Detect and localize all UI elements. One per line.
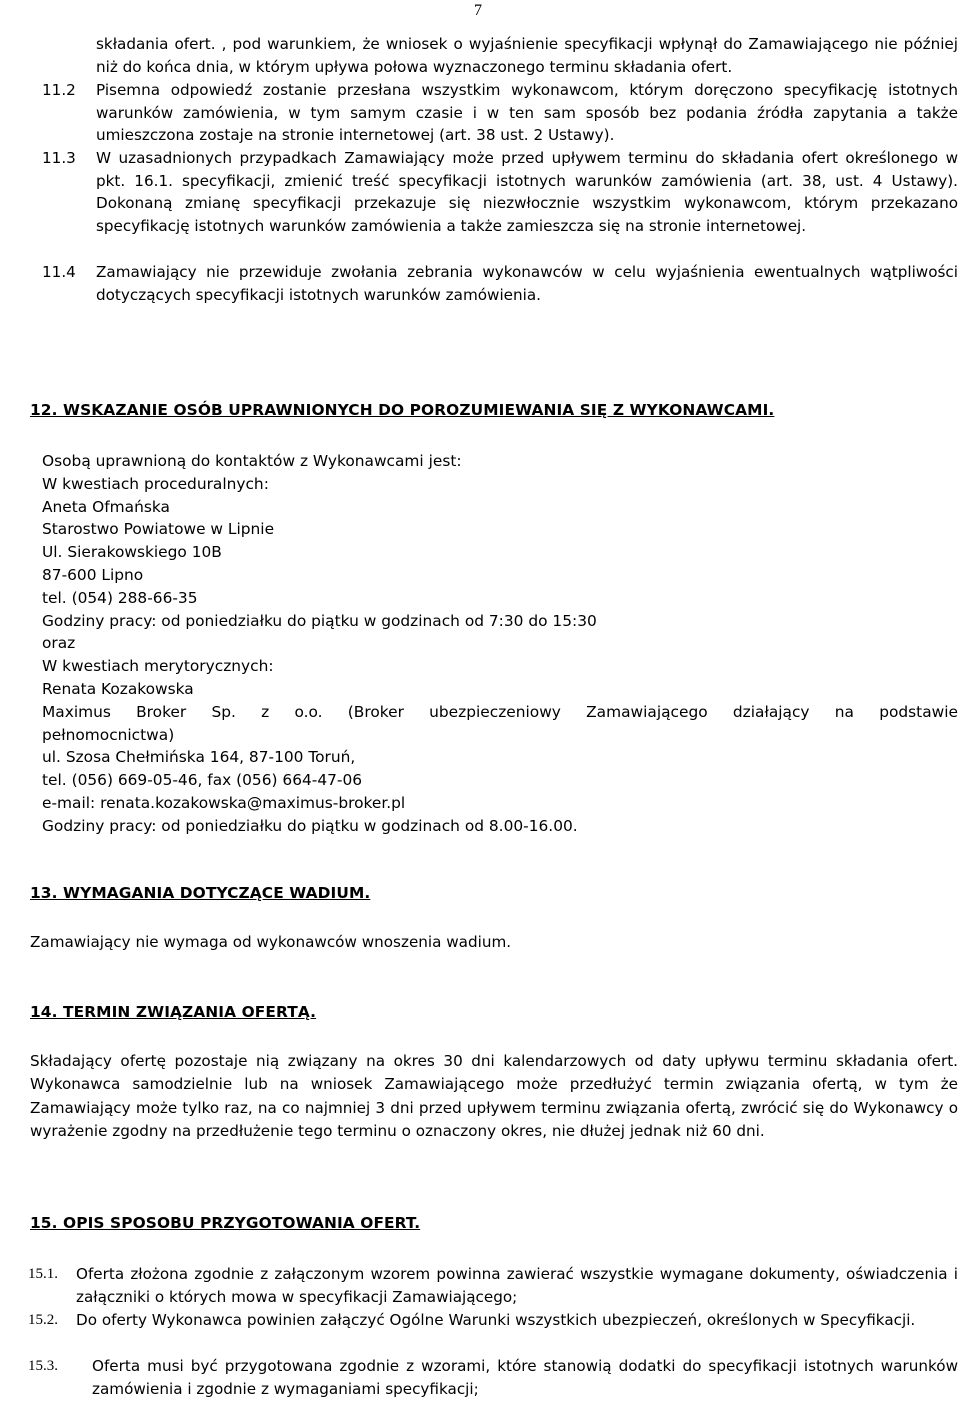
section-15-heading: 15. OPIS SPOSOBU PRZYGOTOWANIA OFERT.	[30, 1214, 421, 1232]
contact-line: W kwestiach merytorycznych:	[42, 657, 274, 676]
contact-line: Renata Kozakowska	[42, 679, 194, 698]
item-15-3-text: Oferta musi być przygotowana zgodnie z wzorami, które stanowią dodatki do specyfikacji istotnych warunków zamówienia i zgodnie z wymaganiami specyfikacji;	[92, 1357, 958, 1398]
contact-line: Godziny pracy: od poniedziałku do piątku w godzinach od 7:30 do 15:30	[42, 611, 597, 630]
contact-email: e-mail: renata.kozakowska@maximus-broker.pl	[42, 793, 406, 812]
contact-line: Godziny pracy: od poniedziałku do piątku w godzinach od 8.00-16.00.	[42, 816, 578, 835]
section-13-text: Zamawiający nie wymaga od wykonawców wnoszenia wadium.	[30, 933, 512, 951]
contact-line: Aneta Ofmańska	[42, 497, 170, 516]
item-11-3-text: W uzasadnionych przypadkach Zamawiający może przed upływem terminu do składania ofert określonego w pkt. 16.1. specyfikacji, zmienić treść specyfikacji istotnych warunków zamówienia (art. 38, ust. 4 Ustawy). Dokonaną zmianę specyfikacji przekazuje się niezwłocznie wszystkim wykonawcom, którym przekazano specyfikację istotnych warunków zamówienia a także zamieszcza się na stronie internetowej.	[96, 149, 958, 235]
item-number: 11.4	[42, 263, 76, 281]
item-number: 15.3.	[28, 1358, 58, 1374]
page-number: 7	[474, 2, 482, 19]
item-11-4-text: Zamawiający nie przewiduje zwołania zebrania wykonawców w celu wyjaśnienia ewentualnych wątpliwości dotyczących specyfikacji istotnych warunków zamówienia.	[96, 263, 958, 304]
item-number: 11.3	[42, 149, 76, 167]
contact-line: W kwestiach proceduralnych:	[42, 474, 269, 493]
contact-line: 87-600 Lipno	[42, 565, 144, 584]
section-12-heading: 12. WSKAZANIE OSÓB UPRAWNIONYCH DO POROZUMIEWANIA SIĘ Z WYKONAWCAMI.	[30, 401, 775, 419]
section-14-text: Składający ofertę pozostaje nią związany na okres 30 dni kalendarzowych od daty upływu terminu składania ofert. Wykonawca samodzielnie lub na wniosek Zamawiającego może przedłużyć termin związania ofertą, w tym że Zamawiający może tylko raz, na co najmniej 3 dni przed upływem terminu związania ofertą, zwrócić się do Wykonawcy o wyrażenie zgodny na przedłużenie tego terminu o oznaczony okres, nie dłużej jednak niż 60 dni.	[30, 1052, 958, 1141]
item-15-1-text: Oferta złożona zgodnie z załączonym wzorem powinna zawierać wszystkie wymagane dokumenty, oświadczenia i załączniki o których mowa w specyfikacji Zamawiającego;	[76, 1265, 958, 1306]
contact-block	[42, 450, 958, 838]
contact-line: tel. (056) 669-05-46, fax (056) 664-47-06	[42, 771, 363, 790]
item-11-2-text: Pisemna odpowiedź zostanie przesłana wszystkim wykonawcom, którym doręczono specyfikację istotnych warunków zamówienia, w tym samym czasie i w ten sam sposób bez podania źródła zapytania a także umieszczona zostaje na stronie internetowej (art. 38 ust. 2 Ustawy).	[96, 81, 958, 145]
item-number: 15.2.	[28, 1312, 58, 1328]
item-number: 11.2	[42, 81, 76, 99]
contact-line: Starostwo Powiatowe w Lipnie	[42, 520, 275, 539]
contact-line: Osobą uprawnioną do kontaktów z Wykonawcami jest:	[42, 452, 462, 470]
section-11-1-continuation: składania ofert. , pod warunkiem, że wniosek o wyjaśnienie specyfikacji wpłynął do Zamawiającego nie później niż do końca dnia, w którym upływa połowa wyznaczonego terminu składania ofert.	[96, 35, 958, 76]
contact-line: Ul. Sierakowskiego 10B	[42, 543, 222, 562]
contact-line: pełnomocnictwa)	[42, 725, 175, 744]
item-number: 15.1.	[28, 1266, 58, 1282]
section-13-heading: 13. WYMAGANIA DOTYCZĄCE WADIUM.	[30, 884, 371, 902]
section-14-heading: 14. TERMIN ZWIĄZANIA OFERTĄ.	[30, 1003, 317, 1021]
contact-line: oraz	[42, 634, 76, 653]
contact-line: tel. (054) 288-66-35	[42, 588, 198, 607]
contact-line: ul. Szosa Chełmińska 164, 87-100 Toruń,	[42, 748, 356, 767]
item-15-2-text: Do oferty Wykonawca powinien załączyć Ogólne Warunki wszystkich ubezpieczeń, określonych w Specyfikacji.	[76, 1311, 916, 1329]
contact-line: Maximus Broker Sp. z o.o. (Broker ubezpieczeniowy Zamawiającego działający na podstawie	[42, 702, 958, 721]
